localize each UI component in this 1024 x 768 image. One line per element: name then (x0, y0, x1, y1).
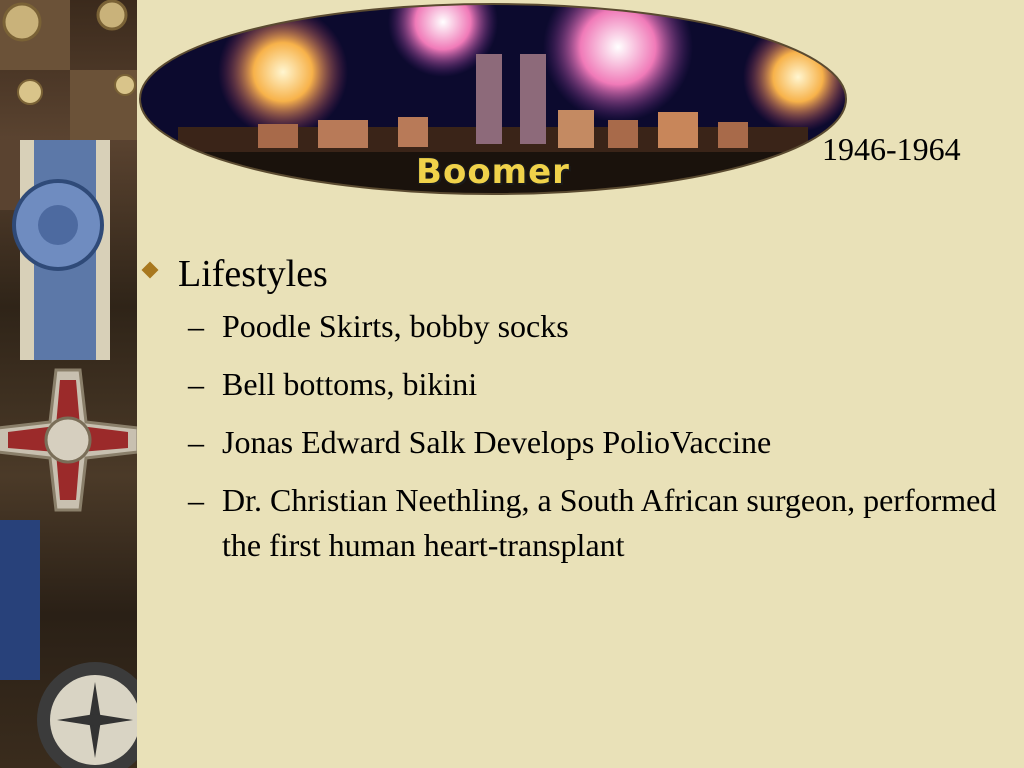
list-item (140, 420, 1020, 465)
dash-bullet: – (188, 308, 204, 344)
dash-bullet: – (188, 424, 204, 460)
dash-bullet: – (188, 366, 204, 402)
slide-content (140, 250, 1020, 581)
list-item (140, 304, 1020, 349)
medal-collage-icon (0, 0, 137, 768)
list-item (140, 478, 1020, 568)
list-item-text: Dr. Christian Neethling, a South African surgeon, performed the first human heart-transplant (222, 482, 997, 563)
boomer-banner (138, 2, 848, 196)
main-bullet-text: Lifestyles (178, 253, 328, 295)
banner-label: Boomer (416, 152, 570, 192)
list-item (140, 362, 1020, 407)
year-range: 1946-1964 (822, 131, 961, 167)
diamond-bullet-icon (142, 262, 159, 279)
list-item-text: Bell bottoms, bikini (222, 366, 478, 402)
sub-bullet-list (140, 304, 1020, 568)
list-item-text: Poodle Skirts, bobby socks (222, 308, 569, 344)
list-item-text: Jonas Edward Salk Develops PolioVaccine (222, 424, 772, 460)
decorative-side-image (0, 0, 137, 768)
dash-bullet: – (188, 482, 204, 518)
main-bullet (140, 250, 1020, 298)
